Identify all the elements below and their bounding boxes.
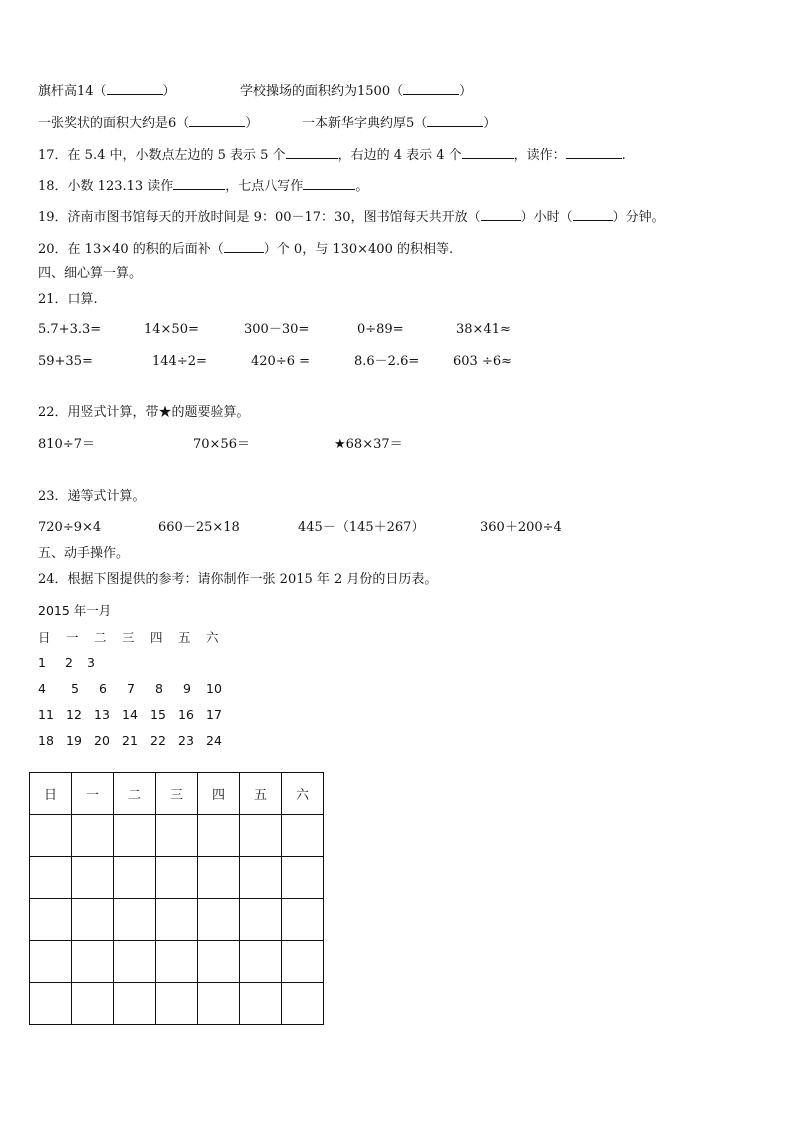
grid-cell[interactable]	[72, 899, 114, 941]
grid-cell[interactable]	[114, 983, 156, 1025]
grid-cell[interactable]	[114, 815, 156, 857]
day-cell: 14	[122, 707, 138, 722]
q21-item: 0÷89=	[357, 322, 404, 337]
grid-cell[interactable]	[72, 941, 114, 983]
q21-item: 8.6－2.6=	[354, 354, 420, 369]
weekday: 三	[122, 630, 135, 645]
day-cell: 15	[150, 707, 166, 722]
day-cell: 13	[94, 707, 110, 722]
weekday: 二	[94, 630, 107, 645]
q18-text-2: ，七点八写作	[225, 179, 304, 194]
grid-header-cell: 四	[198, 773, 240, 815]
grid-header-cell: 二	[114, 773, 156, 815]
question-19	[38, 208, 665, 227]
q15-c-text: 一张奖状的面积大约是6（	[38, 116, 190, 131]
day-cell: 12	[66, 707, 82, 722]
q17-text-1: 17．在 5.4 中，小数点左边的 5 表示 5 个	[38, 148, 286, 163]
q21-item: 59+35=	[38, 354, 93, 369]
grid-header-cell: 一	[72, 773, 114, 815]
day-cell: 1	[38, 655, 46, 670]
answer-blank[interactable]	[481, 208, 521, 221]
q20-text-1: 20．在 13×40 的积的后面补（	[38, 242, 224, 257]
grid-header-cell: 六	[282, 773, 324, 815]
day-cell: 23	[178, 733, 194, 748]
q21-item: 603 ÷6≈	[453, 354, 513, 369]
q17-text-2: ，右边的 4 表示 4 个	[337, 148, 462, 163]
q21-item: 14×50=	[144, 322, 199, 337]
day-cell: 19	[66, 733, 82, 748]
q21-item: 5.7+3.3=	[38, 322, 102, 337]
calendar-grid-row	[30, 857, 324, 899]
q23-item: 660－25×18	[158, 520, 240, 535]
day-cell: 18	[38, 733, 54, 748]
grid-cell[interactable]	[282, 899, 324, 941]
q15-c-end: ）	[245, 116, 259, 131]
grid-cell[interactable]	[198, 857, 240, 899]
grid-cell[interactable]	[72, 857, 114, 899]
grid-cell[interactable]	[198, 983, 240, 1025]
question-22-title: 22．用竖式计算，带★的题要验算。	[38, 405, 250, 420]
grid-cell[interactable]	[240, 899, 282, 941]
grid-cell[interactable]	[240, 983, 282, 1025]
answer-blank[interactable]	[462, 146, 514, 159]
weekday: 四	[150, 630, 163, 645]
calendar-grid-row	[30, 899, 324, 941]
grid-cell[interactable]	[156, 815, 198, 857]
q23-item: 445－（145＋267）	[298, 520, 425, 535]
answer-blank[interactable]	[403, 82, 459, 95]
section-4-heading: 四、细心算一算。	[38, 266, 143, 281]
answer-blank[interactable]	[189, 114, 245, 127]
answer-blank[interactable]	[573, 208, 613, 221]
q19-text-3: ）分钟。	[612, 210, 665, 225]
grid-cell[interactable]	[240, 941, 282, 983]
grid-header-cell: 日	[30, 773, 72, 815]
day-cell: 2	[65, 655, 73, 670]
q18-text-1: 18．小数 123.13 读作	[38, 179, 174, 194]
calendar-grid-row	[30, 941, 324, 983]
day-cell: 20	[94, 733, 110, 748]
day-cell: 8	[155, 681, 163, 696]
q23-item: 720÷9×4	[38, 520, 102, 535]
question-23-title: 23．递等式计算。	[38, 489, 146, 504]
question-16-line-b	[302, 114, 496, 133]
q15-d-end: ）	[483, 116, 497, 131]
grid-cell[interactable]	[30, 899, 72, 941]
day-cell: 22	[150, 733, 166, 748]
day-cell: 10	[206, 681, 222, 696]
day-cell: 5	[71, 681, 79, 696]
q15-a-text: 旗杆高14（	[38, 84, 107, 99]
grid-cell[interactable]	[72, 815, 114, 857]
calendar-grid	[29, 772, 324, 1025]
q15-d-text: 一本新华字典约厚5（	[302, 116, 428, 131]
grid-cell[interactable]	[114, 941, 156, 983]
grid-cell[interactable]	[30, 815, 72, 857]
grid-cell[interactable]	[282, 815, 324, 857]
grid-header-cell: 三	[156, 773, 198, 815]
day-cell: 7	[127, 681, 135, 696]
section-5-heading: 五、动手操作。	[38, 546, 130, 561]
answer-blank[interactable]	[173, 177, 225, 190]
q20-text-2: ）个 0，与 130×400 的积相等.	[263, 242, 454, 257]
grid-cell[interactable]	[156, 983, 198, 1025]
q17-text-4: .	[621, 148, 626, 163]
grid-cell[interactable]	[114, 857, 156, 899]
q15-a-end: ）	[162, 84, 176, 99]
q17-text-3: ，读作：	[513, 148, 566, 163]
day-cell: 24	[206, 733, 222, 748]
answer-blank[interactable]	[427, 114, 483, 127]
q18-text-3: 。	[355, 179, 369, 194]
day-cell: 3	[87, 655, 95, 670]
answer-blank[interactable]	[107, 82, 163, 95]
grid-cell[interactable]	[30, 983, 72, 1025]
grid-cell[interactable]	[198, 941, 240, 983]
day-cell: 9	[183, 681, 191, 696]
day-cell: 11	[38, 707, 54, 722]
question-21-title: 21．口算.	[38, 292, 98, 307]
grid-cell[interactable]	[240, 815, 282, 857]
question-18	[38, 177, 368, 196]
calendar-grid-row	[30, 815, 324, 857]
weekday: 日	[38, 630, 51, 645]
weekday: 一	[66, 630, 79, 645]
grid-cell[interactable]	[72, 983, 114, 1025]
grid-cell[interactable]	[240, 857, 282, 899]
weekday: 六	[206, 630, 219, 645]
q15-b-end: ）	[459, 84, 473, 99]
grid-cell[interactable]	[114, 899, 156, 941]
grid-cell[interactable]	[282, 941, 324, 983]
day-cell: 21	[122, 733, 138, 748]
grid-cell[interactable]	[282, 983, 324, 1025]
grid-cell[interactable]	[156, 857, 198, 899]
calendar-grid-row	[30, 983, 324, 1025]
weekday: 五	[178, 630, 191, 645]
grid-cell[interactable]	[156, 941, 198, 983]
day-cell: 4	[38, 681, 46, 696]
question-15-line1b	[240, 82, 472, 101]
q22-item: 810÷7＝	[38, 437, 95, 452]
q21-item: 144÷2=	[152, 354, 207, 369]
q21-item: 300－30=	[244, 322, 310, 337]
grid-cell[interactable]	[198, 899, 240, 941]
q22-item: 70×56＝	[193, 437, 250, 452]
q22-item: ★68×37＝	[334, 437, 403, 452]
answer-blank[interactable]	[286, 146, 338, 159]
question-20	[38, 240, 453, 259]
question-16-line	[38, 114, 258, 133]
day-cell: 17	[206, 707, 222, 722]
q21-item: 38×41≈	[456, 322, 511, 337]
calendar-grid-header	[30, 773, 324, 815]
q19-text-2: ）小时（	[520, 210, 573, 225]
grid-cell[interactable]	[198, 815, 240, 857]
q15-b-text: 学校操场的面积约为1500（	[240, 84, 404, 99]
q23-item: 360＋200÷4	[480, 520, 562, 535]
q21-item: 420÷6 =	[251, 354, 311, 369]
answer-blank[interactable]	[224, 240, 264, 253]
grid-cell[interactable]	[30, 941, 72, 983]
question-17	[38, 146, 626, 165]
question-15-line1	[38, 82, 176, 101]
grid-cell[interactable]	[282, 857, 324, 899]
day-cell: 6	[99, 681, 107, 696]
day-cell: 16	[178, 707, 194, 722]
grid-header-cell: 五	[240, 773, 282, 815]
grid-cell[interactable]	[156, 899, 198, 941]
calendar-ref-title: 2015 年一月	[38, 603, 112, 618]
answer-blank[interactable]	[566, 146, 622, 159]
question-24-title: 24．根据下图提供的参考：请你制作一张 2015 年 2 月份的日历表。	[38, 572, 438, 587]
answer-blank[interactable]	[303, 177, 355, 190]
grid-cell[interactable]	[30, 857, 72, 899]
q19-text-1: 19．济南市图书馆每天的开放时间是 9：00－17：30，图书馆每天共开放（	[38, 210, 481, 225]
